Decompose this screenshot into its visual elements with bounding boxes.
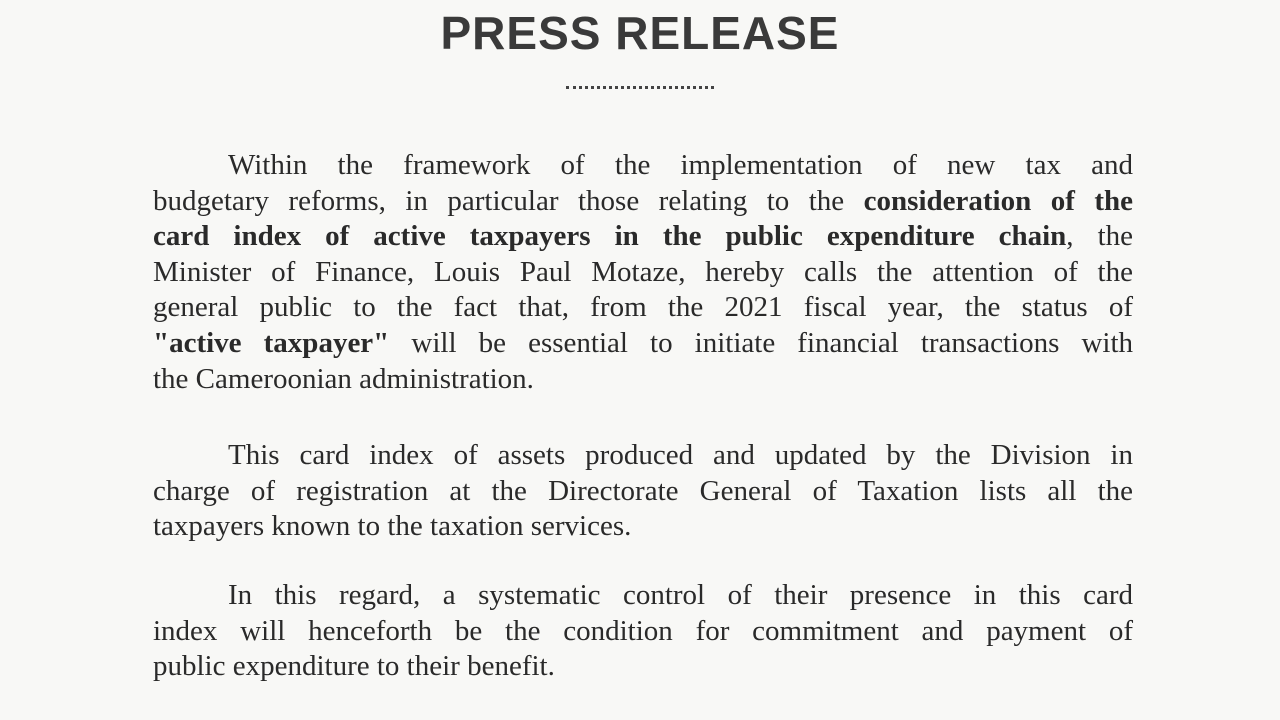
text-run: Within the framework of the implementation of new tax and bbox=[228, 149, 1133, 181]
text-line bbox=[153, 184, 1133, 220]
text-run: general public to the fact that, from the 2021 fiscal year, the status of bbox=[153, 291, 1133, 324]
paragraph-text bbox=[153, 438, 1133, 545]
text-run: Minister of Finance, Louis Paul Motaze, hereby calls the attention of the bbox=[153, 255, 1133, 288]
title-divider bbox=[566, 86, 714, 93]
bold-text: card index of active taxpayers in the public expenditure chain bbox=[153, 220, 1067, 253]
bold-text: "active taxpayer" bbox=[153, 326, 390, 359]
text-run: In this regard, a systematic control of their presence in this card bbox=[228, 579, 1133, 611]
text-line bbox=[153, 578, 1133, 614]
text-run: index will henceforth be the condition for commitment and payment of bbox=[153, 614, 1133, 647]
text-line bbox=[153, 649, 1133, 685]
paragraph-1 bbox=[153, 148, 1133, 397]
text-line bbox=[153, 326, 1133, 362]
bold-text: consideration of the bbox=[863, 184, 1134, 217]
paragraph-text bbox=[153, 578, 1133, 685]
text-line bbox=[153, 509, 1133, 545]
page-title: PRESS RELEASE bbox=[440, 7, 840, 59]
text-run: public expenditure to their benefit. bbox=[153, 650, 555, 683]
text-run: , the bbox=[1066, 220, 1133, 253]
text-run: will be essential to initiate financial transactions with bbox=[389, 326, 1134, 359]
paragraph-text bbox=[153, 148, 1133, 397]
text-run: the Cameroonian administration. bbox=[153, 362, 534, 395]
text-line bbox=[153, 614, 1133, 650]
text-line bbox=[153, 290, 1133, 326]
text-line bbox=[153, 362, 1133, 398]
text-run: charge of registration at the Directorate General of Taxation lists all the bbox=[153, 474, 1133, 507]
paragraph-2 bbox=[153, 438, 1133, 545]
text-run: budgetary reforms, in particular those relating to the bbox=[153, 184, 864, 217]
text-line bbox=[153, 148, 1133, 184]
text-run: taxpayers known to the taxation services. bbox=[153, 510, 632, 543]
text-line bbox=[153, 474, 1133, 510]
text-line bbox=[153, 255, 1133, 291]
text-run: This card index of assets produced and updated by the Division in bbox=[228, 439, 1133, 471]
text-line bbox=[153, 438, 1133, 474]
paragraph-3 bbox=[153, 578, 1133, 685]
text-line bbox=[153, 219, 1133, 255]
